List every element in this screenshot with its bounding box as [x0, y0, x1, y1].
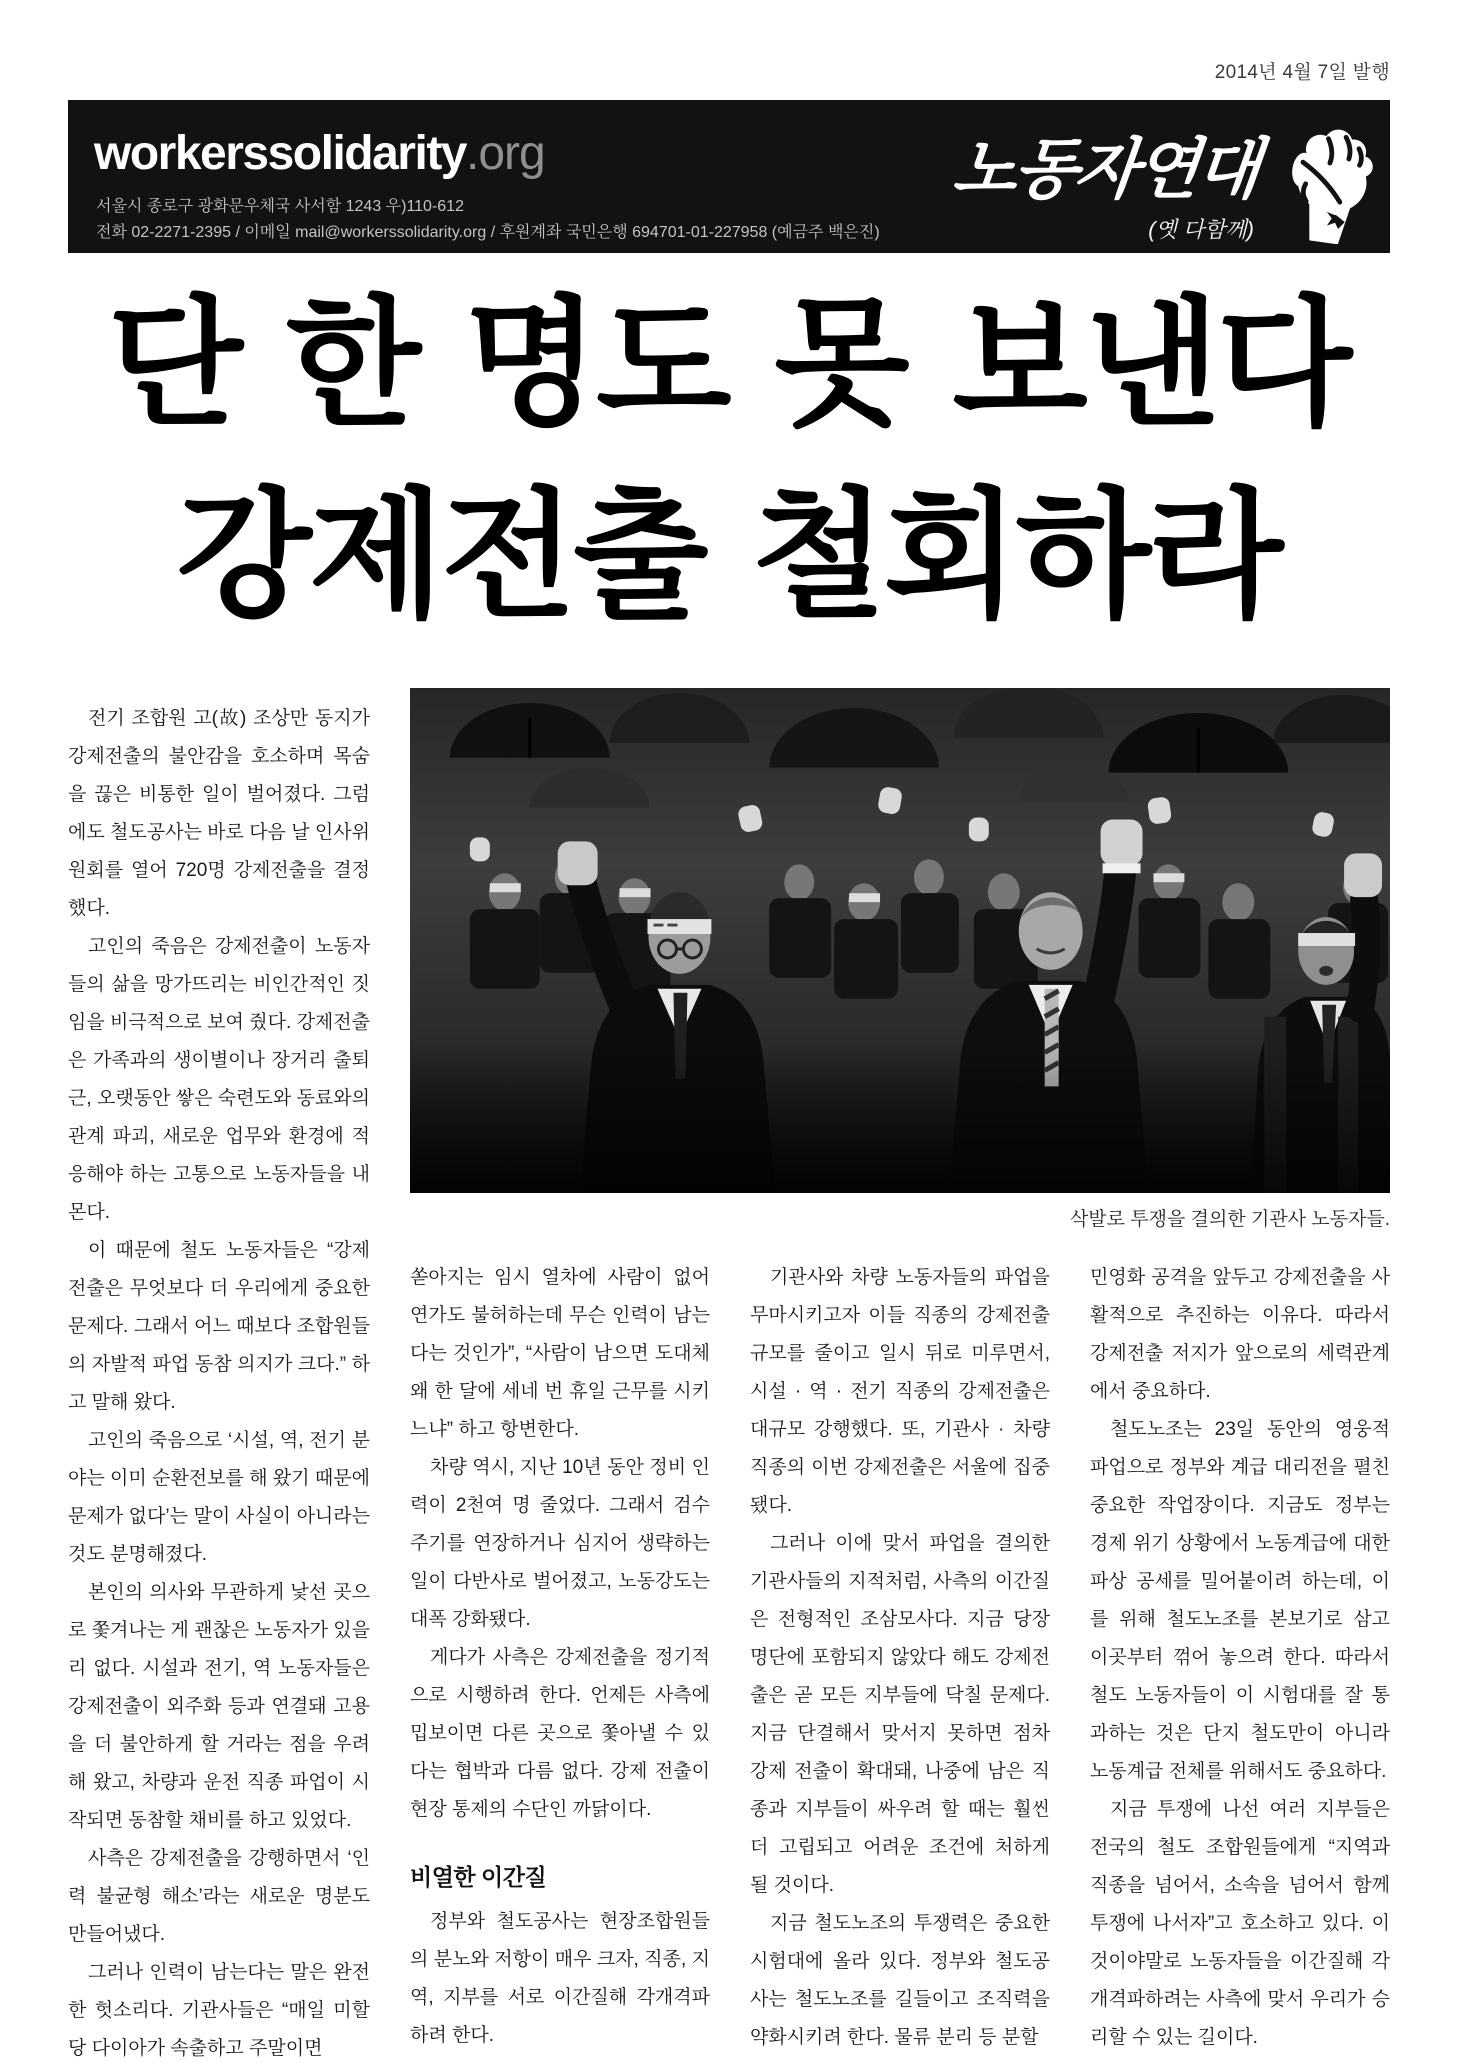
headline-line-2: 강제전출 철회하라 [176, 477, 1281, 634]
address-line-2: 전화 02-2271-2395 / 이메일 mail@workerssolidarity.org / 후원계좌 국민은행 694701-01-227958 (예금주 백은진) [96, 224, 880, 241]
site-logo-main: workerssolidarity [94, 127, 466, 180]
raised-fist-icon [1274, 110, 1378, 244]
publication-date: 2014년 4월 7일 발행 [1214, 62, 1390, 83]
article-column-1 [68, 700, 370, 2063]
paragraph: 지금 투쟁에 나선 여러 지부들은 전국의 철도 조합원들에게 “지역과 직종을 넘어서, 소속을 넘어서 함께 투쟁에 나서자”고 호소하고 있다. 이것이야말로 노동자들을 이간질해 각개격파하려는 사측에 맞서 우리가 승리할 수 있는 길이다. [1090, 1799, 1390, 2048]
paragraph: 그러나 인력이 남는다는 말은 완전한 헛소리다. 기관사들은 “매일 미할당 다이아가 속출하고 주말이면 [68, 1962, 370, 2059]
paragraph: 철도노조는 23일 동안의 영웅적 파업으로 정부와 계급 대리전을 펼친 중요한 작업장이다. 지금도 정부는 경제 위기 상황에서 노동계급에 대한 파상 공세를 밀어붙이려 하는데, 이를 위해 철도노조를 본보기로 삼고 이곳부터 꺾어 놓으려 한다. 따라서 철도 노동자들이 이 시험대를 잘 통과하는 것은 단지 철도만이 아니라 노동계급 전체를 위해서도 중요하다. [1090, 1419, 1390, 1782]
paragraph: 지금 철도노조의 투쟁력은 중요한 시험대에 올라 있다. 정부와 철도공사는 철도노조를 길들이고 조직력을 약화시키려 한다. 물류 분리 등 분할 [750, 1913, 1050, 2048]
paragraph: 게다가 사측은 강제전출을 정기적으로 시행하려 한다. 언제든 사측에 밉보이면 다른 곳으로 쫓아낼 수 있다는 협박과 다름 없다. 강제 전출이 현장 통제의 수단인 까닭이다. [410, 1647, 710, 1820]
paragraph: 이 때문에 철도 노동자들은 “강제전출은 무엇보다 더 우리에게 중요한 문제다. 그래서 어느 때보다 조합원들의 자발적 파업 동참 의지가 크다.” 하고 말해 왔다. [68, 1240, 370, 1413]
paragraph: 고인의 죽음은 강제전출이 노동자들의 삶을 망가뜨리는 비인간적인 짓임을 비극적으로 보여 줬다. 강제전출은 가족과의 생이별이나 장거리 출퇴근, 오랫동안 쌓은 숙련도와 동료와의 관계 파괴, 새로운 업무와 환경에 적응해야 하는 고통으로 노동자들을 내몬다. [68, 936, 370, 1223]
article-column-2 [410, 1259, 710, 2057]
paragraph: 차량 역시, 지난 10년 동안 정비 인력이 2천여 명 줄었다. 그래서 검수 주기를 연장하거나 심지어 생략하는 일이 다반사로 벌어졌고, 노동강도는 대폭 강화됐다. [410, 1457, 710, 1630]
paragraph: 민영화 공격을 앞두고 강제전출을 사활적으로 추진하는 이유다. 따라서 강제전출 저지가 앞으로의 세력관계에서 중요하다. [1090, 1267, 1390, 1402]
site-logo-suffix: .org [466, 127, 545, 180]
paragraph: 그러나 이에 맞서 파업을 결의한 기관사들의 지적처럼, 사측의 이간질은 전형적인 조삼모사다. 지금 당장 명단에 포함되지 않았다 해도 강제전출은 곧 모든 지부들에 닥칠 문제다. 지금 단결해서 맞서지 못하면 점차 강제 전출이 확대돼, 나중에 남은 직종과 지부들이 싸우려 할 때는 훨씬 더 고립되고 어려운 조건에 처하게 될 것이다. [750, 1533, 1050, 1896]
protest-photo [410, 688, 1390, 1193]
section-subhead: 비열한 이간질 [410, 1864, 547, 1890]
photo-and-columns-region [410, 700, 1390, 2063]
masthead-address [96, 194, 880, 246]
headline-line-1: 단 한 명도 못 보낸다 [107, 285, 1350, 442]
paragraph: 전기 조합원 고(故) 조상만 동지가 강제전출의 불안감을 호소하며 목숨을 끊은 비통한 일이 벌어졌다. 그럼에도 철도공사는 바로 다음 날 인사위원회를 열어 720명 강제전출을 결정했다. [68, 708, 370, 919]
masthead-bar [68, 100, 1390, 253]
paragraph: 기관사와 차량 노동자들의 파업을 무마시키고자 이들 직종의 강제전출 규모를 줄이고 일시 뒤로 미루면서, 시설 · 역 · 전기 직종의 강제전출은 대규모 강행했다. 또, 기관사 · 차량 직종의 이번 강제전출은 서울에 집중됐다. [750, 1267, 1050, 1516]
paragraph: 쏟아지는 임시 열차에 사람이 없어 연가도 불허하는데 무슨 인력이 남는다는 것인가”, “사람이 남으면 도대체 왜 한 달에 세네 번 휴일 근무를 시키느냐” 하고 항변한다. [410, 1267, 710, 1440]
main-headline [0, 268, 1457, 652]
site-logo [94, 126, 545, 181]
paragraph: 고인의 죽음으로 ‘시설, 역, 전기 분야는 이미 순환전보를 해 왔기 때문에 문제가 없다’는 말이 사실이 아니라는 것도 분명해졌다. [68, 1430, 370, 1565]
brand-name: 노동자연대 [949, 132, 1262, 206]
article-body [68, 700, 1390, 2063]
photo-caption: 삭발로 투쟁을 결의한 기관사 노동자들. [1069, 1209, 1390, 1230]
lower-columns [410, 1259, 1390, 2057]
paragraph: 사측은 강제전출을 강행하면서 ‘인력 불균형 해소’라는 새로운 명분도 만들어냈다. [68, 1848, 370, 1945]
article-column-3 [750, 1259, 1050, 2057]
brand-former-name: (옛 다함께) [1148, 217, 1254, 242]
paragraph: 본인의 의사와 무관하게 낯선 곳으로 쫓겨나는 게 괜찮은 노동자가 있을 리 없다. 시설과 전기, 역 노동자들은 강제전출이 외주화 등과 연결돼 고용을 더 불안하게 할 거라는 점을 우려해 왔고, 차량과 운전 직종 파업이 시작되면 동참할 채비를 하고 있었다. [68, 1582, 370, 1831]
article-column-4 [1090, 1259, 1390, 2057]
address-line-1: 서울시 종로구 광화문우체국 사서함 1243 우)110-612 [96, 198, 464, 215]
brand-block [949, 116, 1262, 244]
paragraph: 정부와 철도공사는 현장조합원들의 분노와 저항이 매우 크자, 직종, 지역, 지부를 서로 이간질해 각개격파하려 한다. [410, 1911, 710, 2046]
